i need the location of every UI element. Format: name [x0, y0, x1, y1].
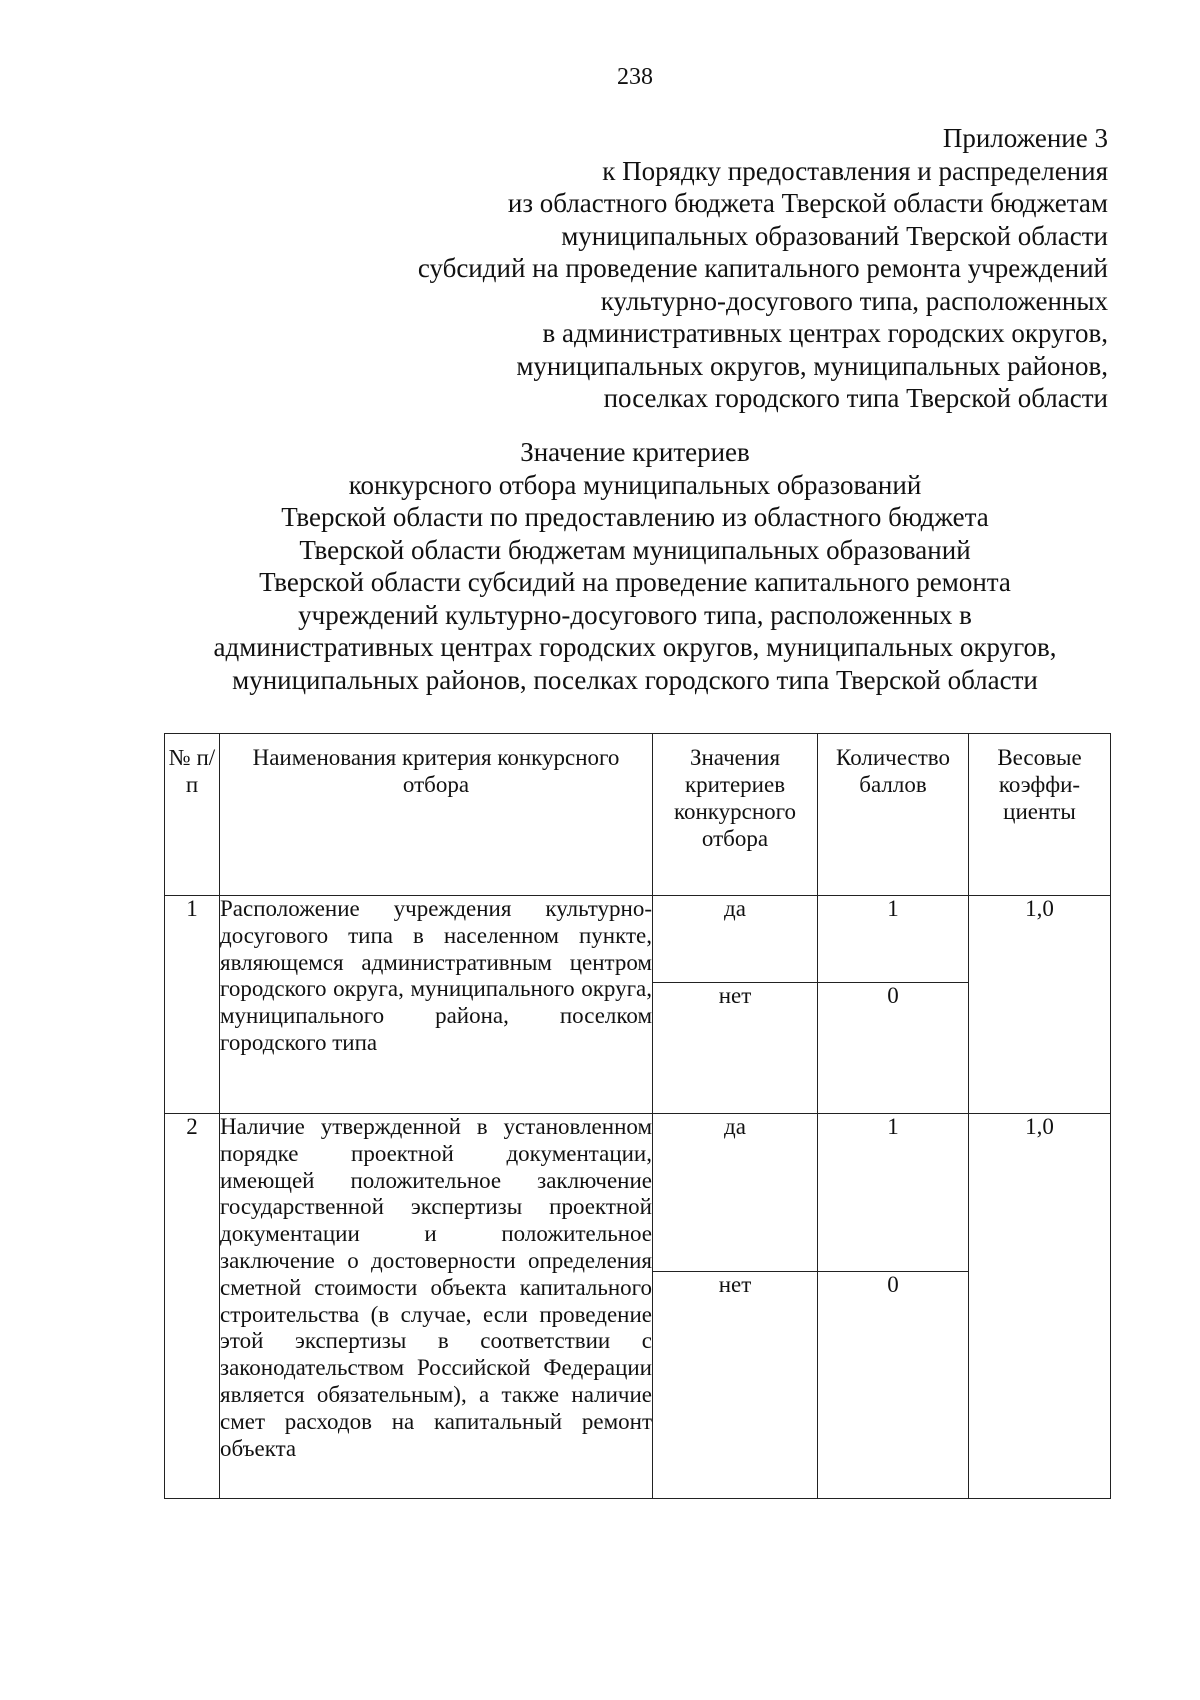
criterion-value: да	[653, 1114, 818, 1272]
appendix-line: в административных центрах городских округов,	[542, 318, 1108, 348]
criterion-points: 0	[818, 983, 969, 1114]
title-line: Тверской области бюджетам муниципальных образований	[299, 534, 971, 565]
header-criterion-name: Наименования критерия конкурсного отбора	[220, 734, 653, 896]
header-weights: Весовые коэффи- циенты	[969, 734, 1111, 896]
criterion-value: нет	[653, 983, 818, 1114]
document-title	[0, 436, 1200, 696]
criterion-points: 1	[818, 1114, 969, 1272]
title-line: конкурсного отбора муниципальных образований	[348, 469, 922, 500]
table-row	[165, 1114, 1111, 1272]
criterion-value: нет	[653, 1272, 818, 1499]
criterion-points: 1	[818, 896, 969, 983]
table-row	[165, 896, 1111, 983]
table-header-row	[165, 734, 1111, 896]
criteria-table	[164, 733, 1111, 1499]
header-number: № п/п	[165, 734, 220, 896]
criterion-points: 0	[818, 1272, 969, 1499]
appendix-line: Приложение 3	[942, 123, 1108, 153]
title-line: муниципальных районов, поселках городского типа Тверской области	[232, 664, 1038, 695]
appendix-line: муниципальных округов, муниципальных районов,	[516, 350, 1108, 381]
appendix-line: культурно-досугового типа, расположенных	[600, 285, 1108, 316]
appendix-heading	[418, 122, 1108, 415]
criterion-value: да	[653, 896, 818, 983]
title-line: учреждений культурно-досугового типа, расположенных в	[298, 599, 972, 630]
appendix-line: из областного бюджета Тверской области бюджетам	[507, 188, 1108, 218]
page-number: 238	[617, 64, 653, 90]
appendix-line: поселках городского типа Тверской области	[603, 383, 1108, 413]
title-line: административных центрах городских округов, муниципальных округов,	[213, 632, 1057, 662]
title-line: Тверской области субсидий на проведение капитального ремонта	[259, 567, 1011, 597]
appendix-line: к Порядку предоставления и распределения	[602, 155, 1108, 186]
row-number: 1	[165, 896, 220, 1114]
title-line: Значение критериев	[520, 437, 750, 467]
appendix-line: муниципальных образований Тверской области	[561, 220, 1108, 251]
row-number: 2	[165, 1114, 220, 1499]
title-line: Тверской области по предоставлению из областного бюджета	[281, 502, 989, 532]
criterion-weight: 1,0	[969, 896, 1111, 1114]
criterion-name: Наличие утвержденной в установленном порядке проектной документации, имеющей положительное заключение государственной экспертизы проектной документации и положительное заключение о достоверности определения сметной стоимости объекта капитального строительства (в случае, если проведение этой экспертизы в соответствии с законодательством Российской Федерации является обязательным), а также наличие смет расходов на капитальный ремонт объекта	[220, 1114, 653, 1499]
criterion-name: Расположение учреждения культурно-досугового типа в населенном пункте, являющемся административным центром городского округа, муниципального округа, муниципального района, поселком городского типа	[220, 896, 653, 1114]
header-points: Количество баллов	[818, 734, 969, 896]
criterion-weight: 1,0	[969, 1114, 1111, 1499]
header-criterion-values: Значения критериев конкурсного отбора	[653, 734, 818, 896]
appendix-line: субсидий на проведение капитального ремонта учреждений	[417, 253, 1108, 283]
